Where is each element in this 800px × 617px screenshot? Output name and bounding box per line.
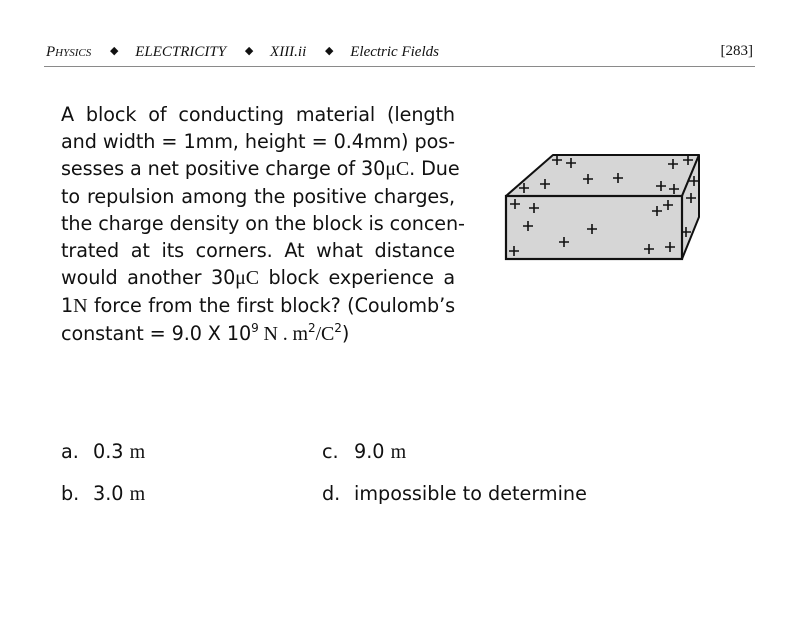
unit-microcoulomb: μC	[235, 267, 260, 289]
question-line: sesses a net positive charge of 30μC. Due	[61, 157, 460, 180]
answer-letter: d.	[322, 482, 341, 505]
breadcrumb-topic: ELECTRICITY	[135, 44, 227, 60]
diamond-separator-icon: ◆	[325, 45, 334, 57]
answer-option-c[interactable]	[322, 440, 406, 464]
charged-block-diagram	[495, 145, 710, 270]
exponent: 2	[334, 320, 342, 335]
question-text	[61, 101, 465, 348]
question-line: would another 30μC block experience a	[61, 266, 455, 289]
answer-value: 3.0	[93, 482, 124, 505]
answer-letter: b.	[61, 482, 80, 505]
diamond-separator-icon: ◆	[244, 45, 254, 57]
question-line: to repulsion among the positive charges,	[61, 185, 455, 208]
answer-unit: m	[390, 441, 407, 463]
breadcrumb-section: XIII.ii	[270, 44, 307, 60]
answer-letter: c.	[322, 440, 339, 463]
page-header	[44, 40, 755, 67]
answer-option-d[interactable]	[322, 482, 587, 505]
question-line: trated at its corners. At what distance	[61, 239, 455, 262]
question-line: A block of conducting material (length	[61, 103, 455, 126]
unit-newton: N	[73, 295, 88, 317]
page-number: [283]	[720, 43, 753, 59]
answer-unit: m	[129, 483, 146, 505]
answer-unit: m	[129, 441, 146, 463]
answer-value: impossible to determine	[354, 482, 587, 505]
answer-value: 0.3	[93, 440, 124, 463]
question-line: 1N force from the first block? (Coulomb’s	[61, 294, 455, 317]
breadcrumb-chapter: Electric Fields	[350, 44, 439, 60]
answer-option-b[interactable]	[61, 482, 145, 506]
diamond-separator-icon: ◆	[109, 45, 119, 57]
question-line: and width = 1mm, height = 0.4mm) pos-	[61, 130, 455, 153]
unit-microcoulomb: μC	[385, 158, 410, 180]
exponent: 2	[308, 320, 316, 335]
answer-option-a[interactable]	[61, 440, 145, 464]
question-line: the charge density on the block is concen-	[61, 212, 465, 235]
answer-value: 9.0	[354, 440, 385, 463]
charged-block-illustration	[495, 145, 710, 270]
exponent: 9	[251, 320, 259, 335]
question-line: constant = 9.0 X $10^9$ N . $m^2/C^2$)	[61, 320, 350, 345]
breadcrumb-subject: Physics	[46, 44, 92, 60]
answer-letter: a.	[61, 440, 79, 463]
breadcrumb	[46, 44, 439, 61]
